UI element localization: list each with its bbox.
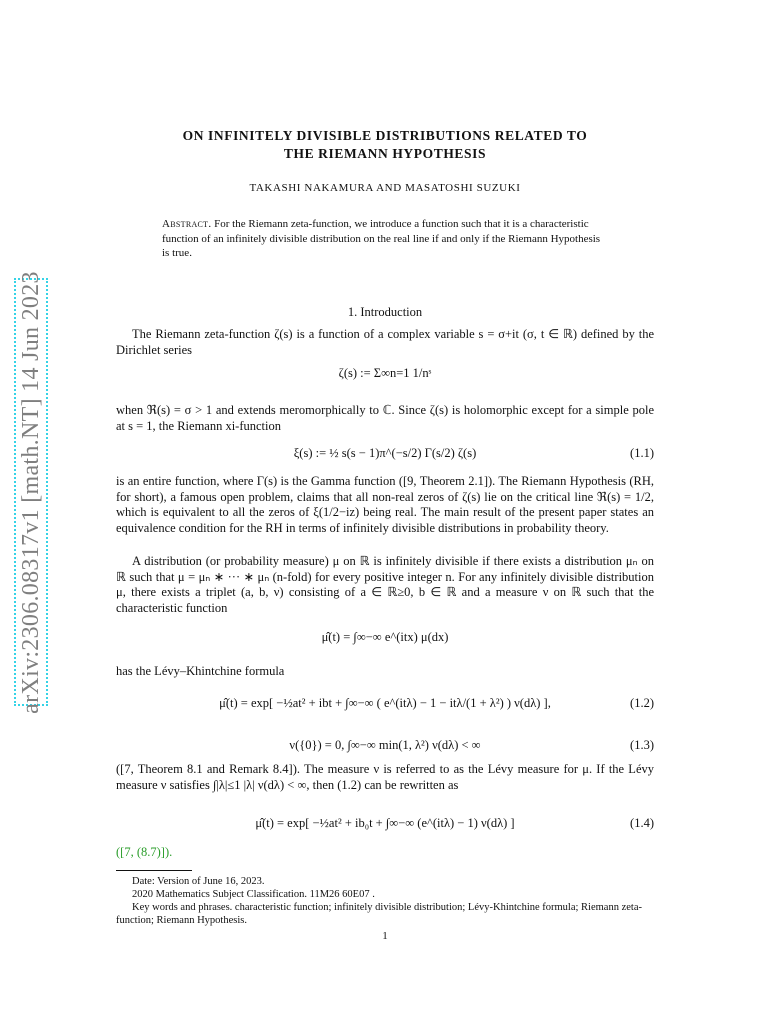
paragraph-5: has the Lévy–Khintchine formula <box>116 664 285 678</box>
equation-1-2 <box>116 684 654 724</box>
paragraph-4: A distribution (or probability measure) μ on ℝ is infinitely divisible if there exists a distribution μₙ on ℝ such that μ = μₙ ∗ ··· ∗ μₙ (n-fold) for every positive integer n. For any infinitely divisible distribution μ, there exists a triplet (a, b, ν) consisting of a ∈ ℝ≥0, b ∈ ℝ and a measure ν on ℝ such that the characteristic function <box>116 554 654 615</box>
equation-1-3-body: ν({0}) = 0, ∫∞−∞ min(1, λ²) ν(dλ) < ∞ <box>289 738 481 752</box>
paragraph-7 <box>116 845 654 861</box>
equation-1-3 <box>116 728 654 764</box>
footnote-keywords: Key words and phrases. characteristic function; infinitely divisible distribution; Lévy-Khintchine formula; Riemann zeta-function; Riemann Hypothesis. <box>116 902 642 926</box>
footnote-rule <box>116 870 192 871</box>
equation-1-1 <box>116 440 654 470</box>
equation-characteristic <box>116 618 654 658</box>
arxiv-stamp[interactable] <box>14 270 48 714</box>
page-number: 1 <box>382 930 388 942</box>
equation-1-4-body: μ̂(t) = exp[ −½at² + ib₀t + ∫∞−∞ (e^(itλ) − 1) ν(dλ) ] <box>255 816 515 830</box>
author-list: TAKASHI NAKAMURA AND MASATOSHI SUZUKI <box>249 182 521 194</box>
equation-characteristic-body: μ̂(t) = ∫∞−∞ e^(itx) μ(dx) <box>321 630 449 644</box>
equation-1-4-number: (1.4) <box>630 816 654 830</box>
title-line-1: ON INFINITELY DIVISIBLE DISTRIBUTIONS RELATED TO <box>182 128 588 143</box>
title-line-2: THE RIEMANN HYPOTHESIS <box>283 146 487 161</box>
abstract <box>162 217 608 261</box>
paragraph-1: The Riemann zeta-function ζ(s) is a function of a complex variable s = σ+it (σ, t ∈ ℝ) defined by the Dirichlet series <box>116 327 654 357</box>
arxiv-id[interactable]: arXiv:2306.08317v1 [math.NT] 14 Jun 2023 <box>17 270 44 714</box>
equation-zeta-body: ζ(s) := Σ∞n=1 1/nˢ <box>338 366 432 380</box>
equation-1-2-body: μ̂(t) = exp[ −½at² + ibt + ∫∞−∞ ( e^(itλ) − 1 − itλ/(1 + λ²) ) ν(dλ) ], <box>219 696 551 710</box>
footnote-date: Date: Version of June 16, 2023. <box>132 876 265 887</box>
equation-1-1-body: ξ(s) := ½ s(s − 1)π^(−s/2) Γ(s/2) ζ(s) <box>293 446 477 460</box>
abstract-text: For the Riemann zeta-function, we introduce a function such that it is a characteristic function of an infinitely divisible distribution on the real line if and only if the Riemann Hypothesis is true. <box>162 218 601 259</box>
equation-zeta <box>116 356 654 396</box>
equation-1-3-number: (1.3) <box>630 738 654 752</box>
paragraph-3: is an entire function, where Γ(s) is the Gamma function ([9, Theorem 2.1]). The Riemann Hypothesis (RH, for short), a famous open problem, claims that all non-real zeros of ζ(s) lie on the critical line ℜ(s) = 1/2, which is equivalent to all the zeros of ξ(1/2−iz) being real. The main result of the present paper states an equivalence condition for the RH in terms of infinitely divisible distributions in probability theory. <box>116 474 654 535</box>
abstract-label: Abstract. <box>162 218 212 230</box>
equation-1-1-number: (1.1) <box>630 446 654 460</box>
paragraph-2: when ℜ(s) = σ > 1 and extends meromorphically to ℂ. Since ζ(s) is holomorphic except for a simple pole at s = 1, the Riemann xi-function <box>116 403 654 433</box>
citation-link[interactable]: ([7, (8.7)]). <box>116 845 173 859</box>
paragraph-6: ([7, Theorem 8.1 and Remark 8.4]). The measure ν is referred to as the Lévy measure for μ. If the Lévy measure ν satisfies ∫|λ|≤1 |λ| ν(dλ) < ∞, then (1.2) can be rewritten as <box>116 762 654 792</box>
footnote-msc: 2020 Mathematics Subject Classification. 11M26 60E07 . <box>132 889 375 900</box>
section-heading: 1. Introduction <box>347 305 423 319</box>
paper-title <box>116 127 654 163</box>
equation-1-2-number: (1.2) <box>630 696 654 710</box>
equation-1-4 <box>116 806 654 842</box>
